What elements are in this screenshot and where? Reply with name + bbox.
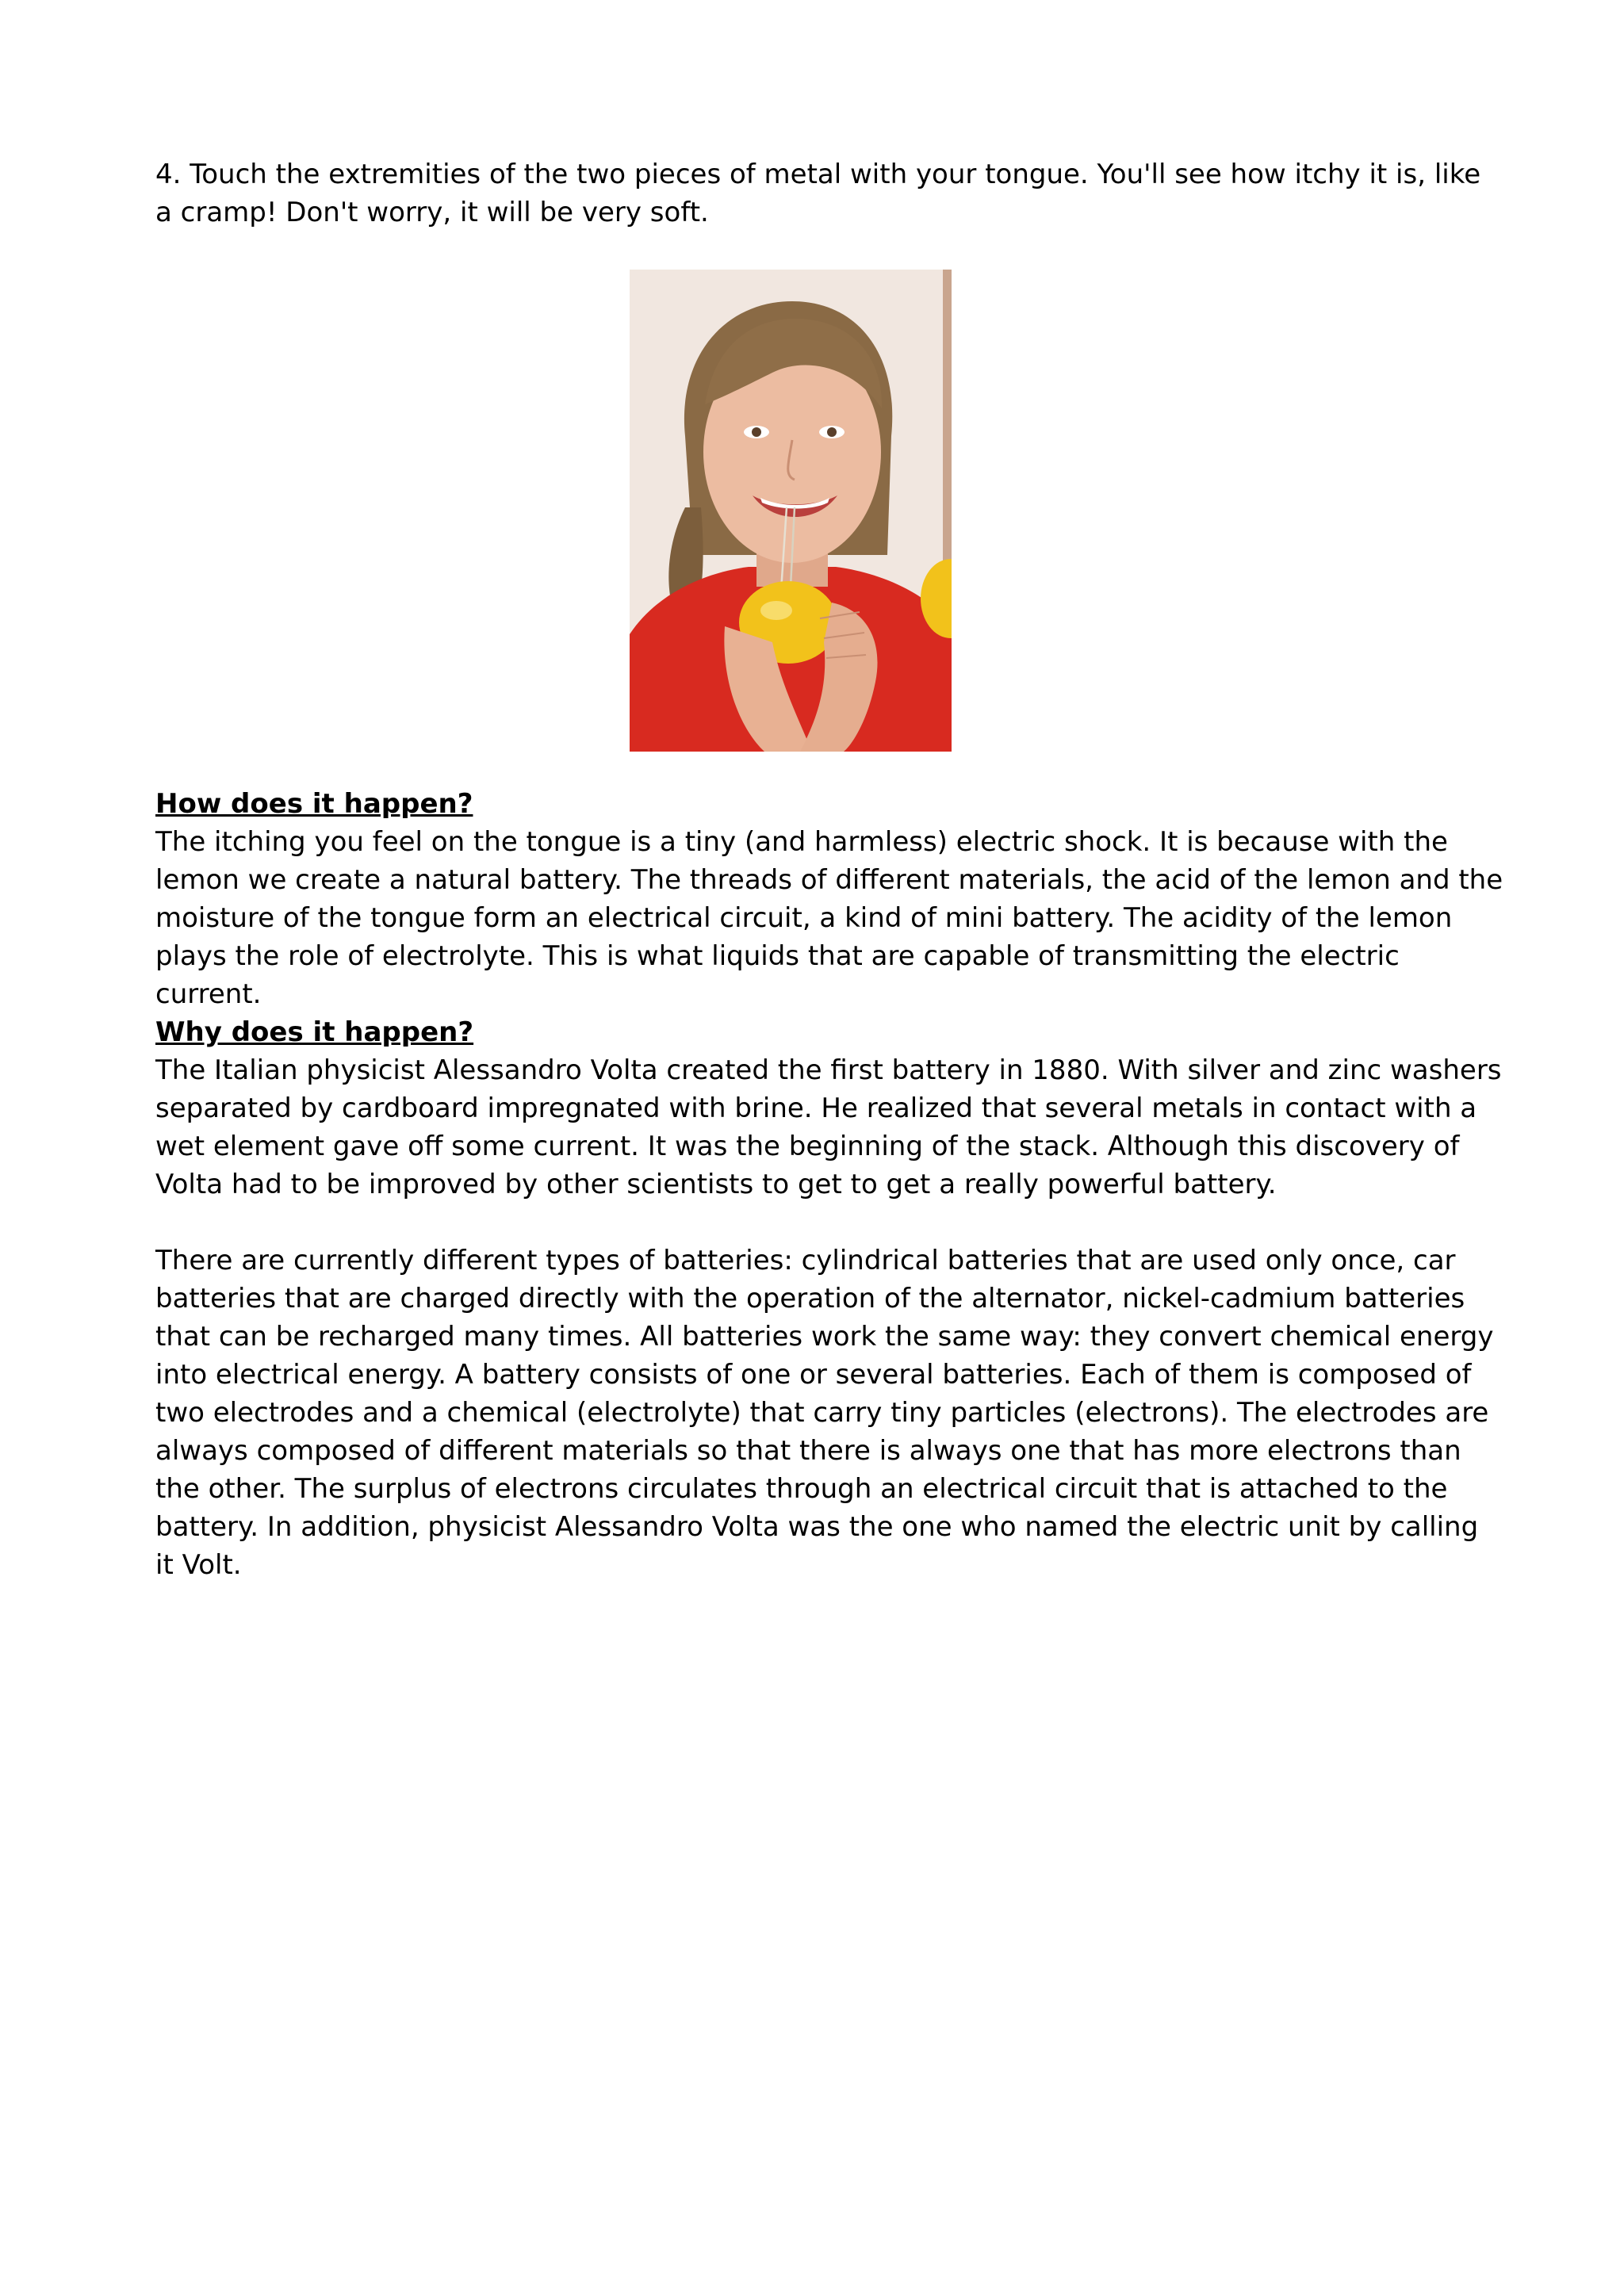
right-pupil [827,427,837,437]
lemon-highlight [760,601,792,620]
photo-girl-lemon [630,270,952,752]
how-body: The itching you feel on the tongue is a tiny (and harmless) electric shock. It is because with the lemon we create a natural battery. The threads of different materials, the acid of the lemon and the moisture of the tongue form an electrical circuit, a kind of mini battery. The acidity of the lemon plays the role of electrolyte. This is what liquids that are capable of transmitting the electric current. [155,826,1503,1010]
battery-types-paragraph: There are currently different types of batteries: cylindrical batteries that are used only once, car batteries that are charged directly with the operation of the alternator, nickel-cadmium batteries that can be recharged many times. All batteries work the same way: they convert chemical energy into electrical energy. A battery consists of one or several batteries. Each of them is composed of two electrodes and a chemical (electrolyte) that carry tiny particles (electrons). The electrodes are always composed of different materials so that there is always one that has more electrons than the other. The surplus of electrons circulates through an electrical circuit that is attached to the battery. In addition, physicist Alessandro Volta was the one who named the electric unit by calling it Volt. [155,1245,1494,1581]
why-section [155,1013,1503,1203]
how-section [155,785,1503,1013]
why-body: The Italian physicist Alessandro Volta created the first battery in 1880. With silver and zinc washers separated by cardboard impregnated with brine. He realized that several metals in contact with a wet element gave off some current. It was the beginning of the stack. Although this discovery of Volta had to be improved by other scientists to get to get a really powerful battery. [155,1054,1502,1200]
why-heading: Why does it happen? [155,1016,474,1048]
step-4-paragraph: 4. Touch the extremities of the two pieces of metal with your tongue. You'll see how itchy it is, like a cramp! Don't worry, it will be very soft. [155,159,1481,228]
how-heading: How does it happen? [155,788,473,820]
left-pupil [752,427,761,437]
photo-illustration [630,270,952,752]
